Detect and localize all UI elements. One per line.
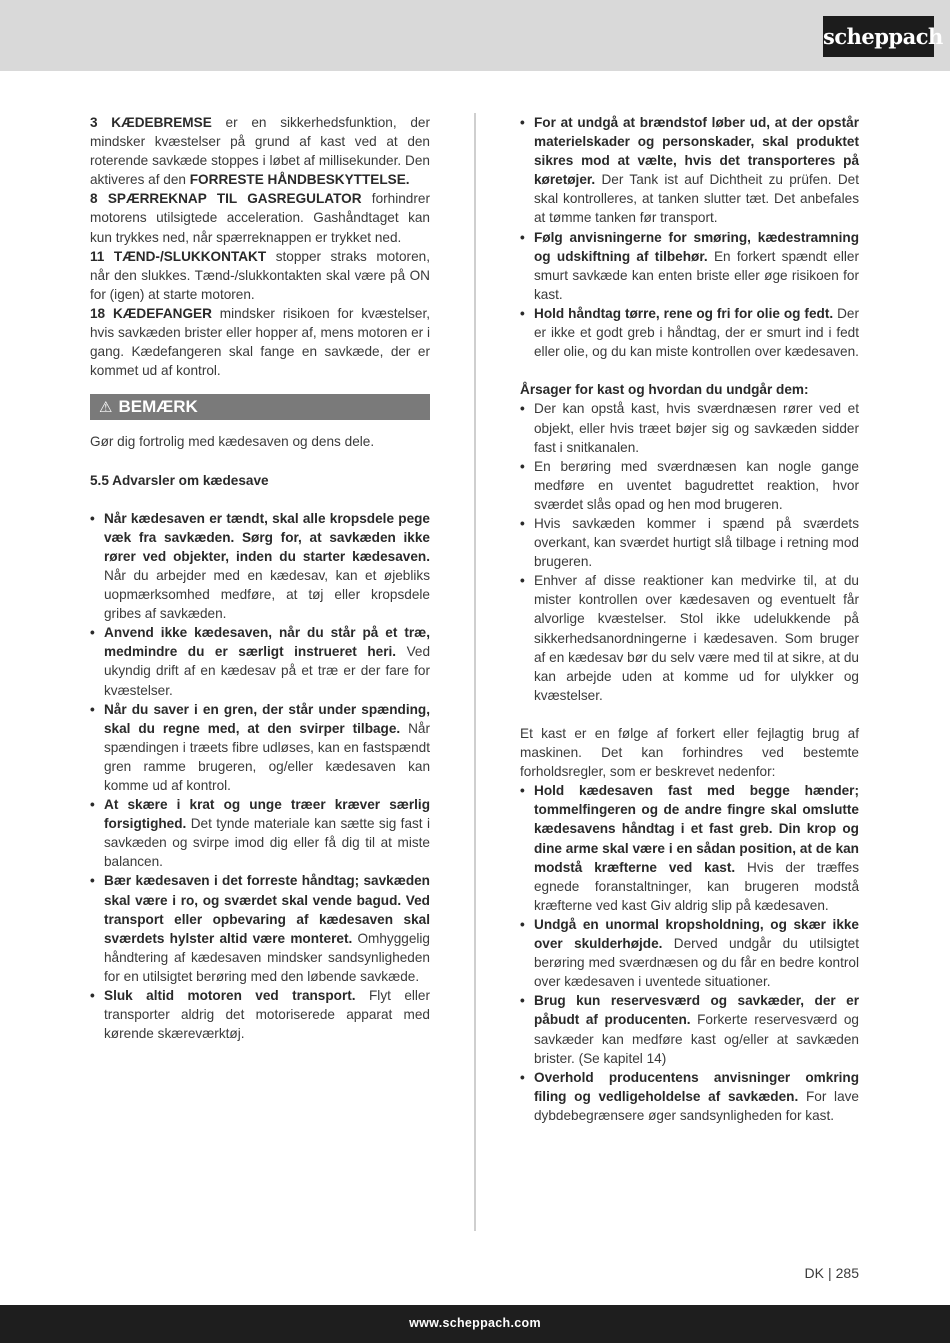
text: Hvis der træffes egnede foranstaltninger, kan brugeren modstå kræfterne ved kast Giv aldrig slip på kædesaven. — [534, 859, 859, 913]
kast-list — [520, 399, 859, 705]
bold-text: Sluk altid motoren ved transport. — [104, 988, 356, 1004]
kast-heading — [520, 380, 859, 399]
term: 18 KÆDEFANGER — [90, 305, 212, 321]
paragraph-spaerreknap — [90, 189, 430, 246]
kast-heading-text: Årsager for kast og hvordan du undgår dem: — [520, 382, 809, 398]
list-item — [520, 781, 859, 915]
text: For lave dybdebegrænsere øger sandsynligheden for kast. — [534, 1088, 859, 1123]
list-item — [90, 986, 430, 1043]
list-item — [90, 623, 430, 699]
list-item: • En berøring med sværdnæsen kan nogle gange medføre en uventet bagudrettet reaktion, hvor sværdet slås opad og hen mod brugeren. — [520, 457, 859, 514]
notice-title: BEMÆRK — [118, 397, 198, 417]
list-item — [90, 509, 430, 624]
list-item — [520, 228, 859, 304]
left-column — [90, 113, 430, 1043]
term: FORRESTE HÅNDBESKYTTELSE. — [189, 172, 410, 188]
bold-text: For at undgå at brændstof løber ud, at der opstår materielskader og personskader, skal produktet sikres mod at vælte, hvis det transporteres på køretøjer. — [534, 115, 859, 188]
text: er en sikkerhedsfunktion, der mindsker kvæstelser på grund af kast ved at den roterende savkæde stoppes i løbet af millisekunder. Den aktiveres af den — [90, 115, 430, 188]
brand-logo: scheppach — [823, 16, 934, 57]
bold-text: Bær kædesaven i det forreste håndtag; savkæden skal være i ro, og sværdet skal vende bagud. Ved transport eller opbevaring af kædesaven skal sværdets hylster altid være monteret. — [104, 873, 430, 946]
page-number — [805, 1265, 859, 1281]
text: Omhyggelig håndtering af kædesaven mindsker sandsynligheden for en utilsigtet berøring med den løbende savkæde. — [104, 930, 430, 984]
warning-icon: ⚠ — [99, 399, 113, 417]
bold-text: Hold håndtag tørre, rene og fri for olie og fedt. — [534, 305, 834, 321]
list-item — [520, 113, 859, 228]
column-divider — [474, 113, 476, 1231]
notice-text: Gør dig fortrolig med kædesaven og dens dele. — [90, 434, 375, 450]
text: Der Tank ist auf Dichtheit zu prüfen. Det skal kontrolleres, at tanken slutter tæt. Det anbefales at tømme tanken før transport. — [534, 172, 859, 226]
section-heading — [90, 471, 430, 490]
term: 11 TÆND-/SLUKKONTAKT — [90, 248, 267, 264]
transport-list — [520, 113, 859, 361]
right-column — [520, 113, 859, 1125]
text: Derved undgår du utilsigtet berøring med sværdnæsen og du får en bedre kontrol over kædesaven i uventede situationer. — [534, 936, 859, 990]
bold-text: Undgå en unormal kropsholdning, og skær ikke over skulderhøjde. — [534, 916, 859, 952]
paragraph-taend-sluk — [90, 247, 430, 304]
text: Der er ikke et godt greb i håndtag, der er smurt ind i fedt eller olie, og du kan miste kontrollen over kædesaven. — [534, 305, 859, 360]
header-band — [0, 0, 950, 71]
term: 8 SPÆRREKNAP TIL GASREGULATOR — [90, 191, 362, 207]
precaution-list — [520, 781, 859, 1125]
bold-text: Anvend ikke kædesaven, når du står på et træ, medmindre du er særligt instrueret heri. — [104, 625, 430, 660]
bold-text: At skære i krat og unge træer kræver særlig forsigtighed. — [104, 797, 430, 832]
kast-intro: Et kast er en følge af forkert eller fejlagtig brug af maskinen. Det kan forhindres ved bestemte forholdsregler, som er beskrevet nedenfor: — [520, 726, 859, 780]
section-heading-text: 5.5 Advarsler om kædesave — [90, 472, 269, 488]
bold-text: Følg anvisningerne for smøring, kædestramning og udskiftning af tilbehør. — [534, 229, 859, 264]
paragraph-kaedebremse — [90, 113, 430, 189]
bold-text: Brug kun reservesværd og savkæder, der er påbudt af producenten. — [534, 993, 859, 1028]
list-item — [520, 304, 859, 361]
paragraph-kaedefanger — [90, 304, 430, 380]
bold-text: Når kædesaven er tændt, skal alle kropsdele pege væk fra savkæden. Sørg for, at savkæden ikke rører ved objekter, inden du starter kædesaven. — [104, 510, 430, 564]
text: stopper straks motoren, når den slukkes. Tænd-/slukkontakten skal være på ON for (igen) at starte motoren. — [90, 248, 430, 302]
text: Ved ukyndig drift af en kædesav på et træ er der fare for kvæstelser. — [104, 644, 431, 698]
page-separator: | — [828, 1265, 832, 1281]
list-item — [90, 700, 430, 795]
bold-text: Når du saver i en gren, der står under spænding, skal du regne med, at den svirper tilbage. — [104, 701, 430, 736]
bold-text: Overhold producentens anvisninger omkring filing og vedligeholdelse af savkæden. — [534, 1069, 859, 1104]
text: Når spændingen i træets fibre udløses, kan en fastspændt gren ramme brugeren, og/eller kædesaven kan komme ud af kontrol. — [104, 720, 430, 793]
page-lang: DK — [804, 1265, 824, 1281]
text: Når du arbejder med en kædesav, kan et øjebliks uopmærksomhed medføre, at tøj eller kropsdele gribes af savkæden. — [104, 567, 430, 622]
bold-text: Hold kædesaven fast med begge hænder; tommelfingeren og de andre fingre skal omslutte kædesavens håndtag i et fast greb. Din krop og dine arme skal være i en sådan position, at de kan modstå kræfterne ved kast. — [534, 783, 859, 875]
text: Flyt eller transporter aldrig det motoriserede apparat med kørende skæreværktøj. — [104, 988, 431, 1042]
text: En forkert spændt eller smurt savkæde kan enten briste eller øge risikoen for kast. — [534, 248, 859, 302]
footer-bar — [0, 1305, 950, 1343]
list-item: • Der kan opstå kast, hvis sværdnæsen rører ved et objekt, eller hvis træet bøjer sig og savkæden sidder fast i snitkanalen. — [520, 399, 859, 456]
text: forhindrer motorens utilsigtede acceleration. Gashåndtaget kan kun trykkes ned, når spærreknappen er trykket ned. — [90, 191, 430, 245]
list-item — [520, 1068, 859, 1125]
list-item: • Enhver af disse reaktioner kan medvirke til, at du mister kontrollen over kædesaven og eventuelt får alvorlige kvæstelser. Stol ikke udelukkende på sikkerhedsanordningerne i kædesaven. Som bruger af en kædesav bør du selv være med til at sikre, at du kan arbejde uden at komme ud for ulykker og kvæstelser. — [520, 571, 859, 705]
list-item — [90, 795, 430, 871]
list-item: • Hvis savkæden kommer i spænd på sværdets overkant, kan sværdet hurtigt slå tilbage i retning mod brugeren. — [520, 514, 859, 571]
list-item — [520, 991, 859, 1067]
warning-list — [90, 509, 430, 1044]
text: mindsker risikoen for kvæstelser, hvis savkæden brister eller hopper af, mens motoren er i gang. Kædefangeren skal fange en savkæde, der er kommet ud af kontrol. — [90, 305, 431, 379]
text: Forkerte reservesværd og savkæder kan medføre kast og/eller at savkæden brister. (Se kapitel 14) — [534, 1012, 859, 1066]
list-item — [90, 871, 430, 986]
term: 3 KÆDEBREMSE — [90, 115, 212, 130]
notice-banner — [90, 394, 430, 420]
list-item — [520, 915, 859, 991]
footer-url[interactable]: www.scheppach.com — [409, 1316, 541, 1330]
text: Det tynde materiale kan sætte sig fast i savkæden og svirpe imod dig eller få dig til at miste balancen. — [104, 816, 430, 870]
page-number-value: 285 — [835, 1265, 859, 1281]
